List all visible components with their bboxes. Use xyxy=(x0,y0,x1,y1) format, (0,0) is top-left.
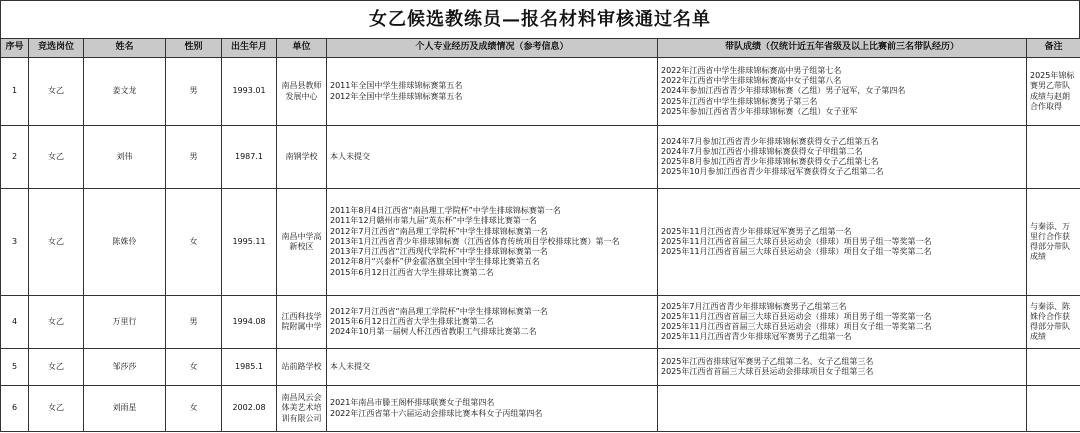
header-experience: 个人专业经历及成绩情况（参考信息） xyxy=(327,39,658,58)
experience-line: 2011年8月4日江西省“南昌理工学院杯”中学生排球锦标赛第一名 xyxy=(330,206,561,216)
table-row xyxy=(1,386,1080,432)
cell-name: 刘伟 xyxy=(84,126,166,189)
results-line: 2025年11月江西省首届三大球百县运动会（排球）项目女子组一等奖第二名 xyxy=(661,247,932,257)
cell-results xyxy=(658,296,1027,349)
header-post: 竞选岗位 xyxy=(29,39,84,58)
cell-name: 万里行 xyxy=(84,296,166,349)
cell-remark xyxy=(1027,349,1080,386)
cell-gender: 男 xyxy=(166,126,222,189)
table-row xyxy=(1,296,1080,349)
results-line: 2024年7月参加江西省青少年排球锦标赛获得女子乙组第五名 xyxy=(661,136,879,146)
table-row xyxy=(1,189,1080,296)
experience-line: 2024年10月第一届树人杯江西省教职工气排球比赛第二名 xyxy=(330,327,537,337)
results-line: 2025年江西省排球冠军赛男子乙组第二名、女子乙组第三名 xyxy=(661,356,874,366)
results-line: 2025年11月江西省首届三大球百县运动会（排球）项目男子组一等奖第一名 xyxy=(661,236,932,246)
cell-seq: 2 xyxy=(1,126,29,189)
cell-unit: 南昌风云会体美艺术培训有限公司 xyxy=(277,386,327,432)
remark-line: 与秦添、陈姝伶合作获得部分带队成绩 xyxy=(1030,301,1070,342)
candidate-table xyxy=(0,38,1080,432)
results-line: 2024年参加江西省青少年排球锦标赛（乙组）男子冠军，女子第四名 xyxy=(661,86,906,96)
header-birth: 出生年月 xyxy=(222,39,277,58)
cell-unit: 南昌县教师发展中心 xyxy=(277,58,327,126)
cell-birth: 1994.08 xyxy=(222,296,277,349)
results-line: 2025年11月江西省青少年排球冠军赛男子乙组第一名 xyxy=(661,332,852,342)
cell-experience xyxy=(327,126,658,189)
results-line: 2025年11月江西省青少年排球冠军赛男子乙组第一名 xyxy=(661,226,852,236)
cell-post: 女乙 xyxy=(29,58,84,126)
header-name: 姓名 xyxy=(84,39,166,58)
remark-line: 与秦添、万里行合作获得部分带队成绩 xyxy=(1030,221,1070,262)
cell-remark xyxy=(1027,126,1080,189)
cell-results xyxy=(658,386,1027,432)
results-line: 2025年参加江西省青少年排球锦标赛（乙组）女子亚军 xyxy=(661,106,858,116)
results-line: 2024年7月参加江西省小排球锦标赛获得女子甲组第二名 xyxy=(661,146,863,156)
experience-line: 2012年7月江西省“南昌理工学院杯”中学生排球锦标赛第一名 xyxy=(330,306,548,316)
experience-line: 2013年7月江西省“江西现代学院杯”中学生排球锦标赛第一名 xyxy=(330,247,548,257)
cell-birth: 2002.08 xyxy=(222,386,277,432)
cell-experience xyxy=(327,58,658,126)
cell-experience xyxy=(327,189,658,296)
experience-line: 2011年全国中学生排球锦标赛第五名 xyxy=(330,81,463,91)
cell-results xyxy=(658,126,1027,189)
experience-line: 本人未提交 xyxy=(330,361,370,371)
cell-seq: 3 xyxy=(1,189,29,296)
cell-name: 姜文龙 xyxy=(84,58,166,126)
experience-line: 2015年6月12日江西省大学生排球比赛第二名 xyxy=(330,267,494,277)
cell-results xyxy=(658,189,1027,296)
cell-post: 女乙 xyxy=(29,386,84,432)
experience-line: 2011年12月赣州市第九届“英东杯”中学生排球比赛第一名 xyxy=(330,216,537,226)
results-line: 2025年11月江西省首届三大球百县运动会（排球）项目女子组一等奖第二名 xyxy=(661,322,932,331)
table-row xyxy=(1,126,1080,189)
cell-gender: 男 xyxy=(166,296,222,349)
cell-seq: 6 xyxy=(1,386,29,432)
cell-remark xyxy=(1027,58,1080,126)
cell-post: 女乙 xyxy=(29,189,84,296)
experience-line: 2022年江西省第十六届运动会排球比赛本科女子丙组第四名 xyxy=(330,408,543,418)
table-header-row xyxy=(1,39,1080,58)
results-line: 2025年江西省首届三大球百县运动会排球项目女子组第三名 xyxy=(661,367,874,376)
experience-line: 2012年全国中学生排球锦标赛第五名 xyxy=(330,91,463,101)
cell-gender: 女 xyxy=(166,189,222,296)
cell-remark xyxy=(1027,189,1080,296)
results-line: 2022年江西省中学生排球锦标赛高中女子组第八名 xyxy=(661,76,842,86)
cell-experience xyxy=(327,386,658,432)
results-line: 2025年11月江西省首届三大球百县运动会（排球）项目男子组一等奖第一名 xyxy=(661,311,932,321)
table-body xyxy=(1,58,1080,432)
results-line: 2025年江西省中学生排球锦标赛男子第三名 xyxy=(661,96,818,106)
cell-results xyxy=(658,349,1027,386)
results-line: 2022年江西省中学生排球锦标赛高中男子组第七名 xyxy=(661,65,842,75)
experience-line: 本人未提交 xyxy=(330,151,370,161)
cell-gender: 女 xyxy=(166,349,222,386)
table-row xyxy=(1,58,1080,126)
cell-birth: 1985.1 xyxy=(222,349,277,386)
cell-gender: 男 xyxy=(166,58,222,126)
cell-seq: 5 xyxy=(1,349,29,386)
cell-remark xyxy=(1027,296,1080,349)
cell-unit: 站前路学校 xyxy=(277,349,327,386)
header-gender: 性别 xyxy=(166,39,222,58)
page-title: 女乙候选教练员—报名材料审核通过名单 xyxy=(0,0,1080,38)
results-line: 2025年8月参加江西省青少年排球锦标赛获得女子乙组第七名 xyxy=(661,157,879,166)
results-line: 2025年10月参加江西省青少年排球冠军赛获得女子乙组第二名 xyxy=(661,167,884,177)
remark-line: 2025年锦标赛男乙带队成绩与赵朗合作取得 xyxy=(1030,71,1075,111)
cell-results xyxy=(658,58,1027,126)
results-line: 2025年7月江西省青少年排球锦标赛男子乙组第三名 xyxy=(661,301,847,311)
table-row xyxy=(1,349,1080,386)
header-seq: 序号 xyxy=(1,39,29,58)
cell-experience xyxy=(327,296,658,349)
cell-unit: 南钢学校 xyxy=(277,126,327,189)
cell-post: 女乙 xyxy=(29,296,84,349)
cell-birth: 1993.01 xyxy=(222,58,277,126)
header-remark: 备注 xyxy=(1027,39,1080,58)
cell-birth: 1995.11 xyxy=(222,189,277,296)
header-results: 带队成绩（仅统计近五年省级及以上比赛前三名带队经历） xyxy=(658,39,1027,58)
cell-seq: 1 xyxy=(1,58,29,126)
cell-remark xyxy=(1027,386,1080,432)
cell-post: 女乙 xyxy=(29,349,84,386)
header-unit: 单位 xyxy=(277,39,327,58)
cell-unit: 江西科技学院附属中学 xyxy=(277,296,327,349)
cell-name: 刘雨星 xyxy=(84,386,166,432)
experience-line: 2012年7月江西省“南昌理工学院杯”中学生排球锦标赛第一名 xyxy=(330,226,548,236)
cell-seq: 4 xyxy=(1,296,29,349)
experience-line: 2012年8月“兴泰杯”伊金霍洛旗全国中学生排球比赛第五名 xyxy=(330,257,540,267)
cell-unit: 南昌中学高新校区 xyxy=(277,189,327,296)
cell-post: 女乙 xyxy=(29,126,84,189)
experience-line: 2015年6月12日江西省大学生排球比赛第二名 xyxy=(330,316,494,326)
cell-experience xyxy=(327,349,658,386)
cell-gender: 女 xyxy=(166,386,222,432)
cell-birth: 1987.1 xyxy=(222,126,277,189)
cell-name: 陈姝伶 xyxy=(84,189,166,296)
experience-line: 2013年1月江西省青少年排球锦标赛（江西省体育传统项目学校排球比赛）第一名 xyxy=(330,236,620,246)
cell-name: 邹莎莎 xyxy=(84,349,166,386)
experience-line: 2021年南昌市滕王阁杯排球联赛女子组第四名 xyxy=(330,398,495,408)
